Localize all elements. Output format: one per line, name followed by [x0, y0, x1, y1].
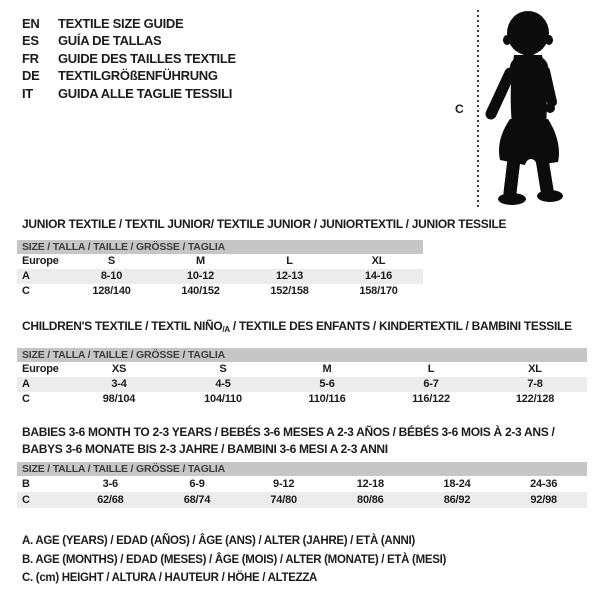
table-row-height — [17, 392, 587, 407]
cell: M — [196, 255, 205, 267]
cell: 98/104 — [102, 393, 136, 405]
language-code: IT — [22, 85, 33, 101]
cell: S — [219, 363, 227, 375]
babies-section-title — [22, 424, 554, 458]
language-row-de — [22, 67, 236, 84]
cell: 9-12 — [273, 478, 295, 490]
cell: 12-18 — [356, 478, 384, 490]
size-header-bar: SIZE / TALLA / TAILLE / GRÖSSE / TAGLIA — [17, 348, 587, 362]
children-title-text-cont: / TEXTILE DES ENFANTS / KINDERTEXTIL / BAMBINI TESSILE — [229, 319, 572, 333]
table-row-age — [17, 377, 587, 392]
row-label: A — [22, 378, 30, 390]
row-label: C — [22, 494, 30, 506]
babies-title-line1: BABIES 3-6 MONTH TO 2-3 YEARS / BEBÉS 3-6 MESES A 2-3 AÑOS / BÉBÉS 3-6 MOIS À 2-3 ANS / — [22, 425, 555, 439]
cell: 152/158 — [270, 285, 309, 297]
table-row-height — [17, 492, 587, 508]
size-header-bar: SIZE / TALLA / TAILLE / GRÖSSE / TAGLIA — [17, 240, 423, 254]
language-code: EN — [22, 16, 40, 31]
language-label: GUÍA DE TALLAS — [58, 33, 162, 49]
cell: XL — [371, 255, 386, 267]
children-title-text: CHILDREN'S TEXTILE / TEXTIL NIÑO — [22, 319, 223, 333]
language-row-it — [22, 85, 236, 102]
note-age-years: A. AGE (YEARS) / EDAD (AÑOS) / ÂGE (ANS) / ALTER (JAHRE) / ETÀ (ANNI) — [22, 535, 415, 547]
cell: 140/152 — [181, 285, 220, 297]
cell: 92/98 — [530, 494, 557, 506]
cell: 7-8 — [527, 378, 543, 390]
cell: 18-24 — [443, 478, 471, 490]
table-row-age — [17, 269, 423, 284]
babies-title-line2: BABYS 3-6 MONATE BIS 2-3 JAHRE / BAMBINI 3-6 MESI A 2-3 ANNI — [22, 442, 388, 456]
row-label: Europe — [22, 255, 59, 267]
table-row-age-months — [17, 476, 587, 492]
cell: 68/74 — [183, 494, 211, 506]
language-label: TEXTILE SIZE GUIDE — [58, 16, 184, 31]
children-title-subscript: /A — [222, 325, 230, 334]
cell: 6-7 — [423, 378, 439, 390]
language-code: DE — [22, 68, 40, 84]
language-code: ES — [22, 33, 39, 49]
cell: 24-36 — [530, 478, 558, 490]
children-section-title — [22, 318, 572, 338]
baby-silhouette-icon — [484, 9, 576, 209]
babies-size-table — [17, 462, 587, 508]
cell: 104/110 — [204, 393, 242, 405]
cell: 62/68 — [97, 494, 124, 506]
row-label: B — [22, 478, 30, 490]
cell: 10-12 — [186, 270, 215, 282]
language-row-en — [22, 15, 236, 32]
language-row-fr — [22, 50, 236, 67]
cell: XL — [528, 363, 542, 375]
language-code: FR — [22, 50, 39, 66]
language-list — [22, 15, 236, 102]
cell: 86/92 — [443, 494, 471, 506]
cell: 110/116 — [308, 393, 346, 405]
row-label: A — [22, 270, 30, 282]
cell: L — [286, 255, 293, 267]
cell: M — [322, 363, 332, 375]
cell: 14-16 — [364, 270, 393, 282]
legend-notes — [22, 532, 446, 588]
language-label: GUIDE DES TAILLES TEXTILE — [58, 50, 236, 66]
cell: 3-6 — [102, 478, 118, 490]
cell: 5-6 — [319, 378, 335, 390]
language-row-es — [22, 32, 236, 49]
junior-size-table — [17, 240, 423, 299]
cell: 122/128 — [515, 393, 555, 405]
cell: 116/122 — [412, 393, 450, 405]
row-label: C — [22, 393, 30, 405]
cell: 158/170 — [359, 285, 398, 297]
cell: S — [107, 255, 116, 267]
height-measure-line — [477, 10, 479, 207]
size-header-bar: SIZE / TALLA / TAILLE / GRÖSSE / TAGLIA — [17, 462, 587, 476]
cell: 6-9 — [189, 478, 205, 490]
cell: 12-13 — [275, 270, 304, 282]
junior-section-title — [22, 216, 506, 233]
children-size-table — [17, 348, 587, 407]
note-height-cm: C. (cm) HEIGHT / ALTURA / HAUTEUR / HÖHE / ALTEZZA — [22, 572, 318, 584]
note-age-months: B. AGE (MONTHS) / EDAD (MESES) / ÂGE (MOIS) / ALTER (MONATE) / ETÀ (MESI) — [22, 553, 447, 566]
cell: 80/86 — [357, 494, 384, 506]
cell: 74/80 — [270, 494, 297, 506]
cell: 8-10 — [100, 270, 123, 282]
table-row-europe — [17, 254, 423, 269]
table-row-height — [17, 284, 423, 299]
junior-title-text: JUNIOR TEXTILE / TEXTIL JUNIOR/ TEXTILE JUNIOR / JUNIORTEXTIL / JUNIOR TESSILE — [22, 217, 507, 231]
cell: 128/140 — [92, 285, 131, 297]
cell: L — [427, 363, 435, 375]
cell: 3-4 — [111, 378, 127, 390]
row-label: Europe — [22, 363, 59, 375]
cell: XS — [111, 363, 127, 375]
language-label: GUIDA ALLE TAGLIE TESSILI — [58, 85, 233, 101]
cell: 4-5 — [215, 378, 231, 390]
table-row-europe — [17, 362, 587, 377]
row-label: C — [22, 285, 30, 297]
height-measure-label: C — [455, 102, 464, 116]
language-label: TEXTILGRÖßENFÜHRUNG — [58, 68, 218, 84]
